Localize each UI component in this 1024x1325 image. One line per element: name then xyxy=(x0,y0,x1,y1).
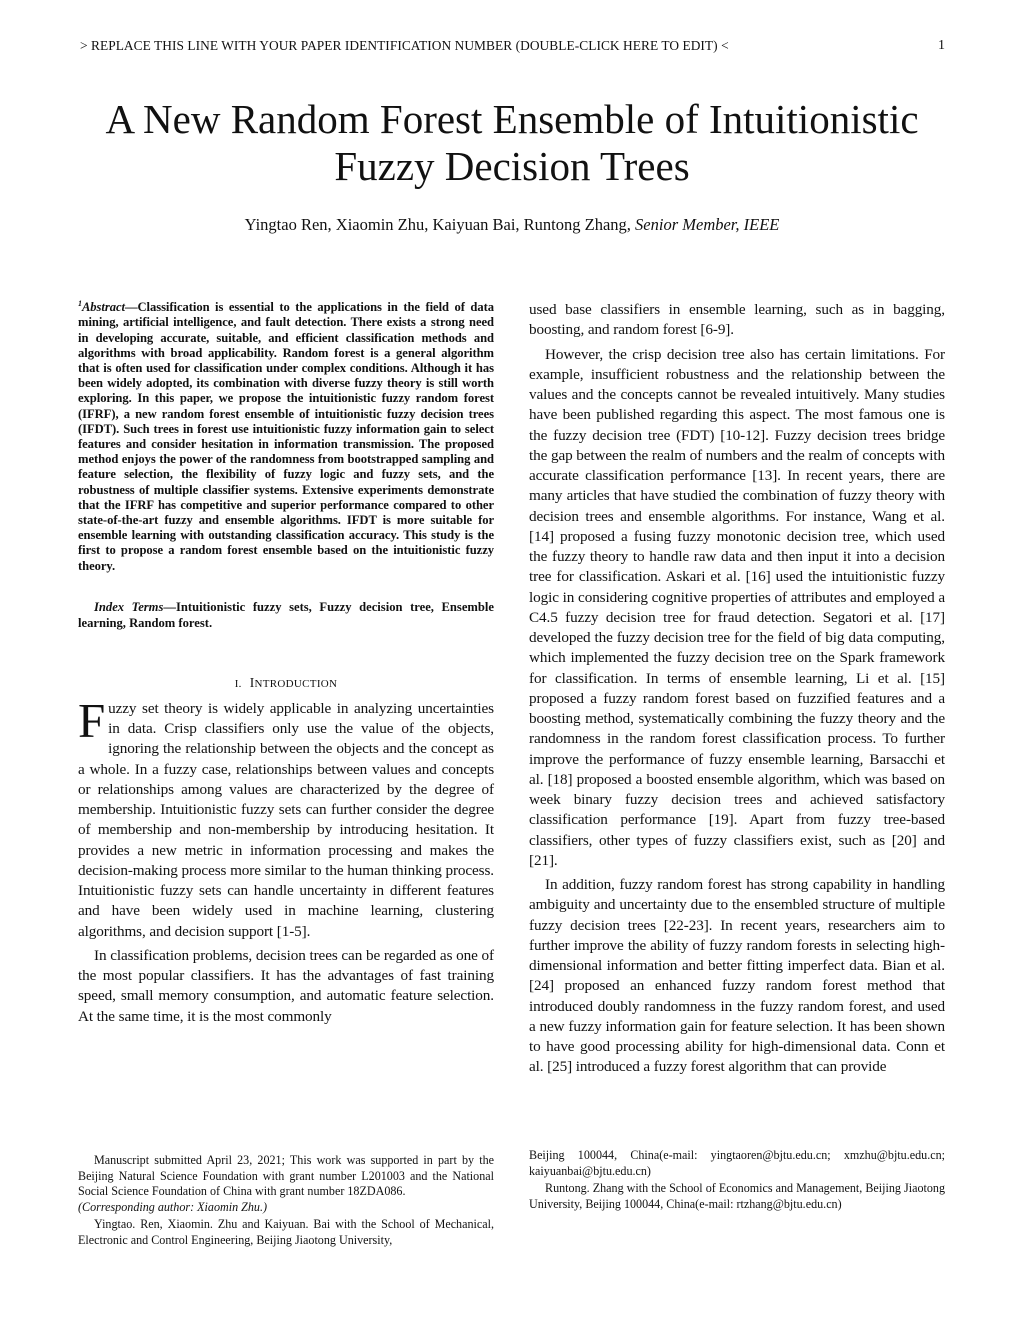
right-column xyxy=(529,300,945,1078)
right-paragraph-3: In addition, fuzzy random forest has strong capability in handling ambiguity and uncertainty due to the ensembled structure of multiple fuzzy decision trees [22-23]. In recent years, researchers aim to further improve the ability of fuzzy random forests in selecting high-dimensional information and better fitting imperfect data. Bian et al. [24] proposed an enhanced fuzzy random forest method that introduced doubly randomness in the fuzzy random forest, and used a new fuzzy information gain for feature selection. It has been shown to have good processing ability for high-dimensional data. Conn et al. [25] introduced a fuzzy forest algorithm that can provide xyxy=(529,876,945,1076)
index-terms-text: —Intuitionistic fuzzy sets, Fuzzy decision tree, Ensemble learning, Random forest. xyxy=(78,599,494,630)
section-heading-introduction xyxy=(78,675,494,691)
abstract-footnote-mark: 1 xyxy=(78,299,82,308)
abstract xyxy=(78,296,494,574)
footnote-corresponding-author: (Corresponding author: Xiaomin Zhu.) xyxy=(78,1199,268,1214)
footnote-affiliation-1: Yingtao. Ren, Xiaomin. Zhu and Kaiyuan. Bai with the School of Mechanical, Electronic and Control Engineering, Beijing Jiaotong University, xyxy=(78,1217,494,1247)
section-heading-initial: I xyxy=(249,674,255,690)
intro-paragraph-2: In classification problems, decision trees can be regarded as one of the most popular classifiers. It has the advantages of fast training speed, small memory consumption, and automatic feature selection. At the same time, it is the most commonly xyxy=(78,946,494,1025)
author-names: Yingtao Ren, Xiaomin Zhu, Kaiyuan Bai, Runtong Zhang, xyxy=(244,215,631,234)
section-heading-rest: NTRODUCTION xyxy=(254,677,338,690)
footnote-manuscript-text: Manuscript submitted April 23, 2021; This work was supported in part by the Beijing Natural Science Foundation with grant number L201003 and the National Social Science Foundation of China with grant number 18ZDA086. xyxy=(78,1153,494,1198)
paper-id-line: > REPLACE THIS LINE WITH YOUR PAPER IDENTIFICATION NUMBER (DOUBLE-CLICK HERE TO EDIT) < xyxy=(80,38,729,53)
right-paragraph-1: used base classifiers in ensemble learning, such as in bagging, boosting, and random forest [6-9]. xyxy=(529,301,945,339)
author-membership: Senior Member, IEEE xyxy=(635,215,780,234)
index-terms-label: Index Terms xyxy=(94,599,164,614)
title-line-2: Fuzzy Decision Trees xyxy=(334,143,690,189)
footnote-affiliation-1-cont: Beijing 100044, China(e-mail: yingtaoren@bjtu.edu.cn; xmzhu@bjtu.edu.cn; kaiyuanbai@bjtu.edu.cn) xyxy=(529,1148,945,1178)
section-number: I. xyxy=(234,677,242,690)
abstract-text: —Classification is essential to the applications in the field of data mining, artificial intelligence, and fault detection. There exists a strong need in developing accurate, suitable, and efficient classification methods and algorithms with broad applicability. Random forest is a general algorithm that is often used for classification under complex conditions. Although it has been widely adopted, its combination with diverse fuzzy theory is still worth exploring. In this paper, we propose the intuitionistic fuzzy random forest (IFRF), a new random forest ensemble of intuitionistic fuzzy decision trees (IFDT). Such trees in forest use intuitionistic fuzzy information gain to select features and consider hesitation in information transmission. The proposed method enjoys the power of the randomness from bootstrapped sampling and feature selection, the flexibility of fuzzy logic and fuzzy sets, and the robustness of multiple classifier systems. Extensive experiments demonstrate that the IFRF has competitive and superior performance compared to other state-of-the-art fuzzy and ensemble algorithms. IFDT is more suitable for ensemble learning with outstanding classification accuracy. This study is the first to propose a random forest ensemble based on the intuitionistic fuzzy theory. xyxy=(78,300,494,573)
footnote-manuscript xyxy=(78,1153,494,1215)
index-terms xyxy=(78,599,494,631)
drop-cap: F xyxy=(78,692,106,748)
paper-title xyxy=(0,96,1024,190)
intro-paragraph-1-text: uzzy set theory is widely applicable in analyzing uncertainties in data. Crisp classifiers only use the value of the objects, ignoring the relationship between the objects and the concept as a whole. In a fuzzy case, relationships between values and concepts or relationships among values are characterized by the degree of membership. Intuitionistic fuzzy sets can further consider the degree of membership and non-membership by introducing hesitation. It provides a new metric in information processing and makes the decision-making process more similar to the human thinking process. Intuitionistic fuzzy sets can handle uncertainty in different features and have been widely used in machine learning, clustering algorithms, and decision support [1-5]. xyxy=(78,699,494,940)
left-column xyxy=(78,296,494,1027)
author-line xyxy=(0,215,1024,235)
page-number: 1 xyxy=(938,38,945,53)
title-line-1: A New Random Forest Ensemble of Intuitionistic xyxy=(105,96,919,142)
footnotes-right xyxy=(529,1148,945,1214)
right-paragraph-2: However, the crisp decision tree also has certain limitations. For example, insufficient robustness and the relationship between the values and the concepts cannot be revealed intuitively. Many studies have been published regarding this aspect. The most famous one is the fuzzy decision tree (FDT) [10-12]. Fuzzy decision trees bridge the gap between the realm of numbers and the realm of concepts with accurate classification performance [13]. In recent years, there are many articles that have studied the combination of fuzzy theory with decision trees and ensemble algorithms. For instance, Wang et al. [14] proposed a fusing fuzzy monotonic decision tree, which used the fuzzy theory to handle raw data and then input it into a decision tree for classification. Askari et al. [16] used the intuitionistic fuzzy logic in considering cognitive properties of attributes and employed a C4.5 fuzzy decision tree for fraud detection. Segatori et al. [17] developed the fuzzy decision tree for the field of big data computing, which implemented the fuzzy decision tree on the Spark framework for classification. In terms of ensemble learning, Li et al. [15] proposed a fuzzy random forest based on fuzzified features and a boosting method, systematically combining the fuzzy theory and the randomness in the random forest classification process. To further improve the performance of fuzzy ensemble learning, Barsacchi et al. [18] proposed a boosted ensemble algorithm, which was based on week binary fuzzy decision trees and achieved satisfactory classification performance [19]. Apart from fuzzy tree-based classifiers, other types of fuzzy classifiers exist, such as [20] and [21]. xyxy=(529,345,945,869)
intro-paragraph-1 xyxy=(78,692,494,942)
footnotes-left xyxy=(78,1153,494,1250)
footnote-affiliation-2: Runtong. Zhang with the School of Economics and Management, Beijing Jiaotong University, Beijing 100044, China(e-mail: rtzhang@bjtu.edu.cn) xyxy=(529,1181,945,1211)
abstract-label: Abstract xyxy=(81,300,125,315)
